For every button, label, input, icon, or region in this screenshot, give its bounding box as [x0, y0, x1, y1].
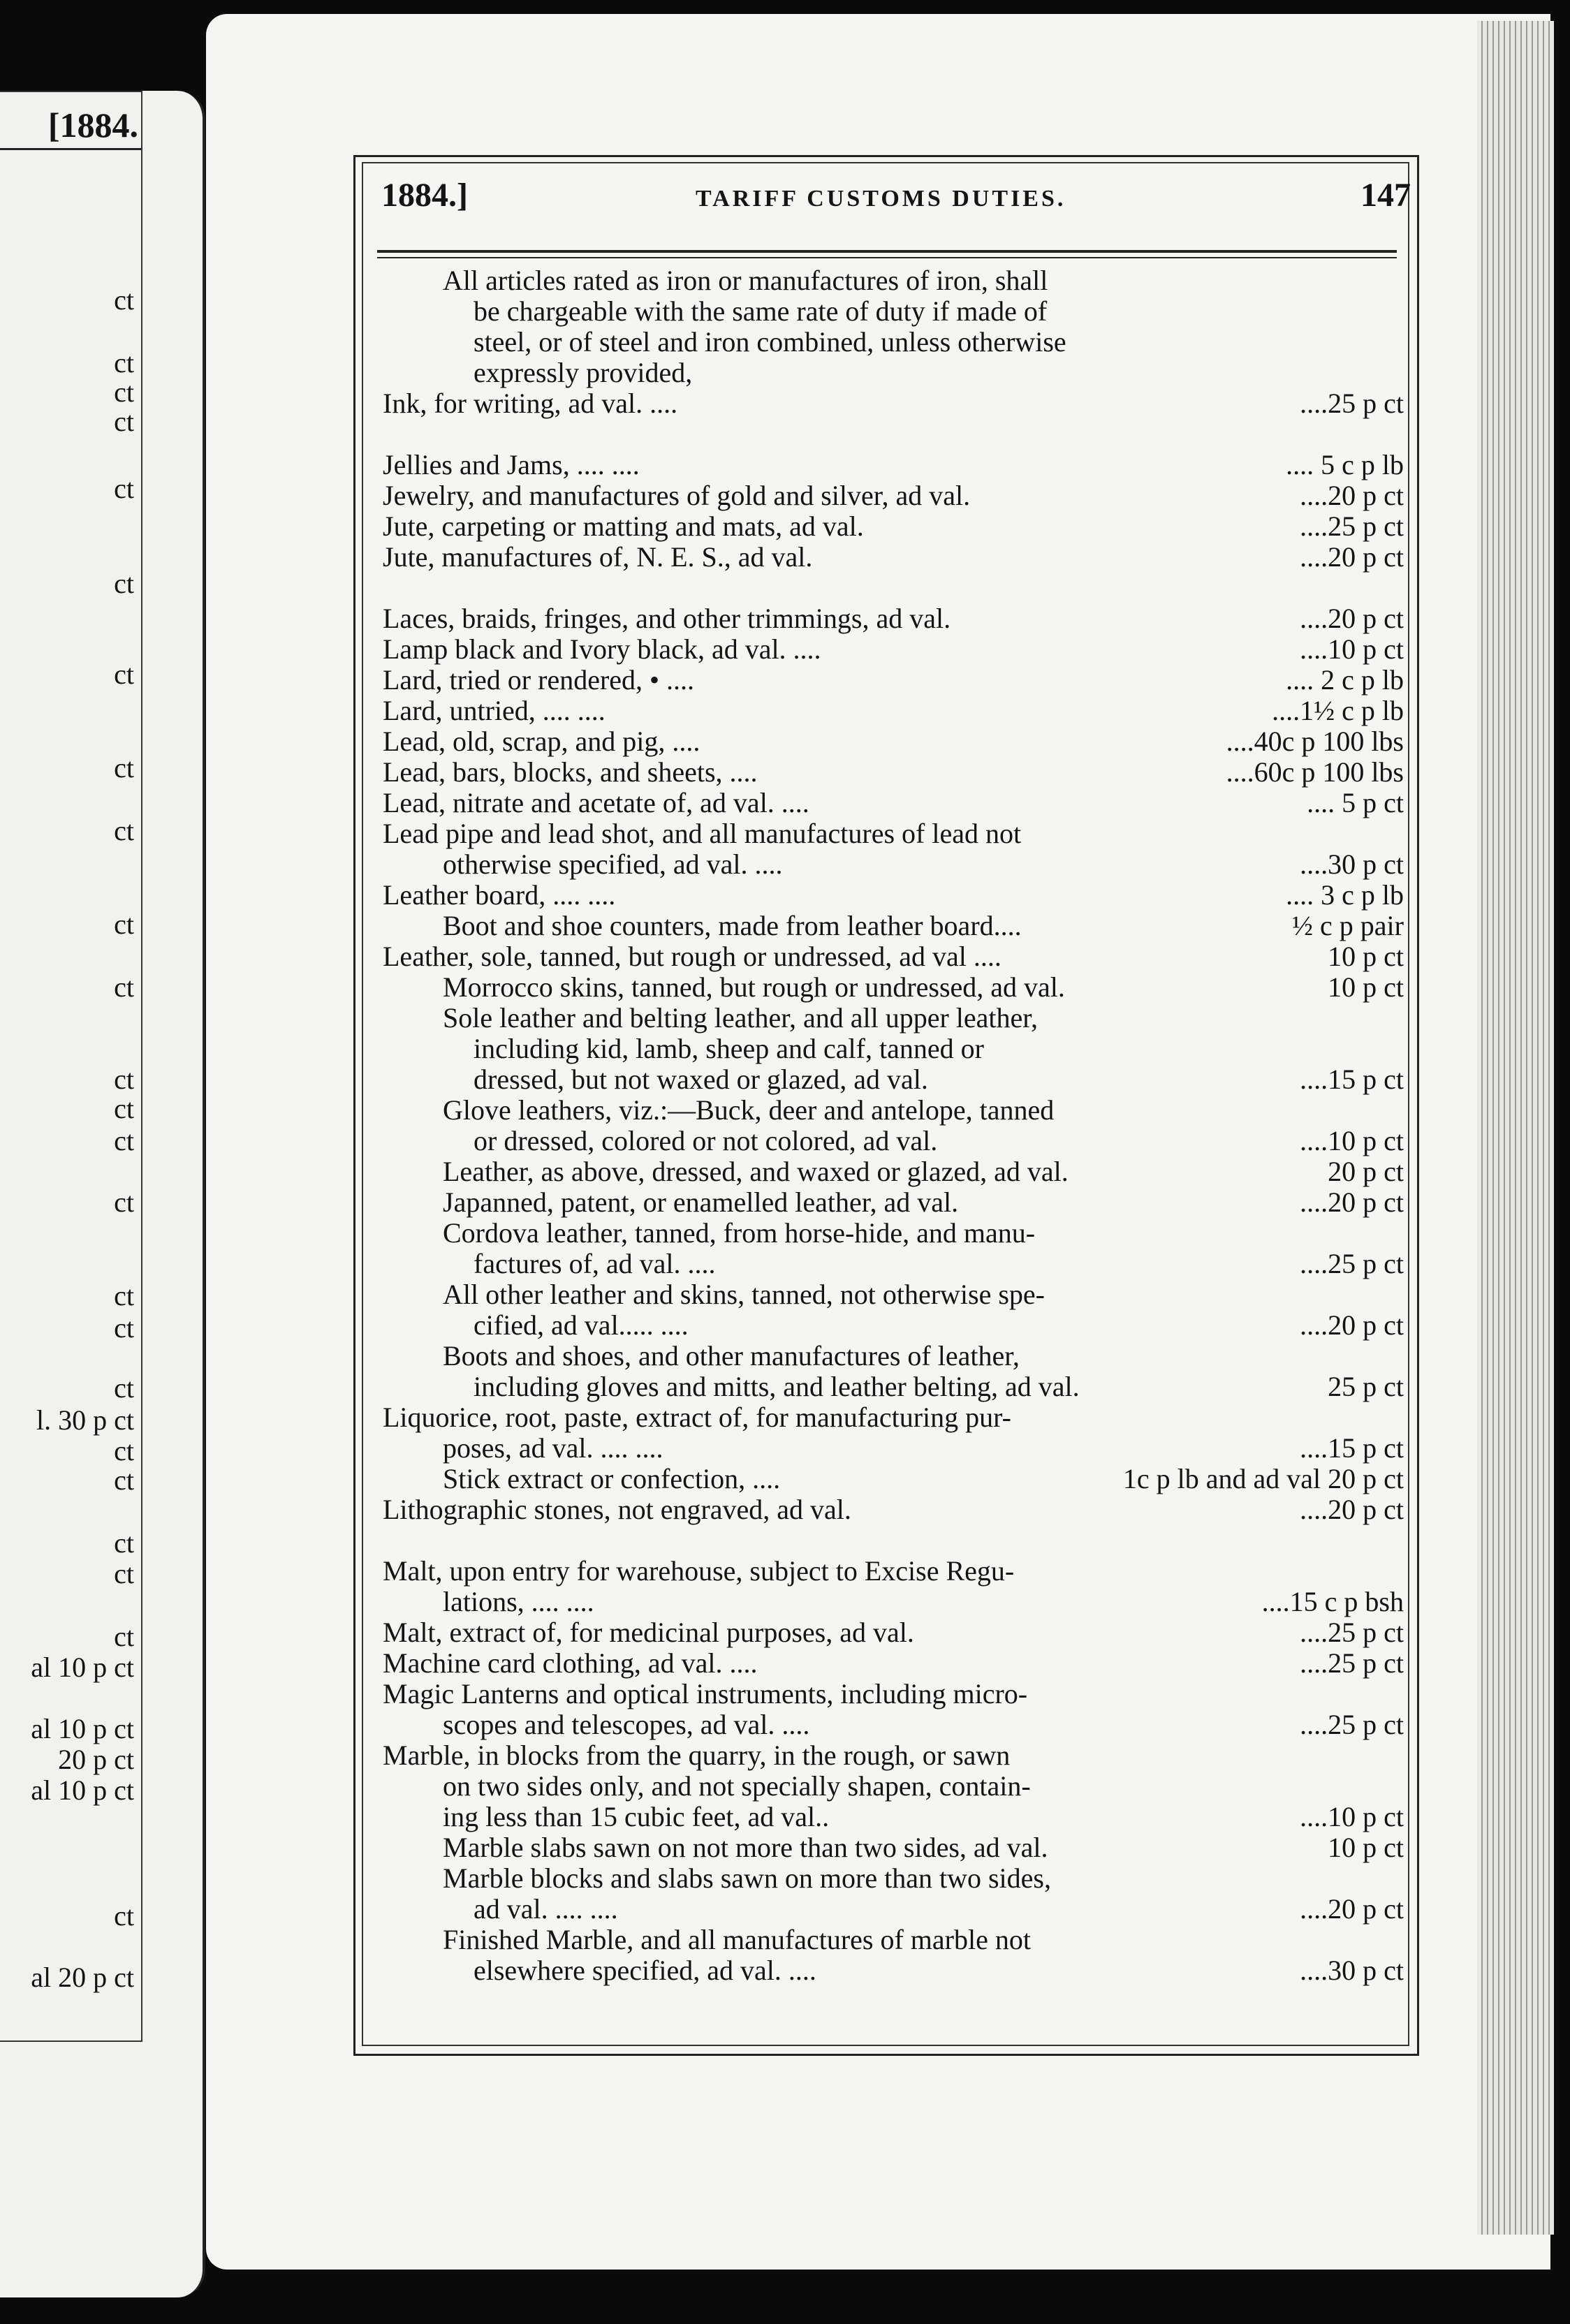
tariff-rate: .... 5 p ct	[1307, 787, 1404, 818]
tariff-item-text: Lithographic stones, not engraved, ad val.	[383, 1494, 851, 1525]
tariff-item-text: Liquorice, root, paste, extract of, for manufacturing pur-	[383, 1402, 1011, 1433]
tariff-item-text: lations, .... ....	[443, 1586, 594, 1617]
left-page-fragment: ct	[114, 1125, 134, 1156]
left-page-fragment: al 10 p ct	[31, 1713, 134, 1744]
tariff-item-text: Marble, in blocks from the quarry, in the rough, or sawn	[383, 1740, 1011, 1771]
left-page-fragment: ct	[114, 347, 134, 378]
left-page-fragment: ct	[114, 1064, 134, 1095]
left-page-fragment: ct	[114, 1435, 134, 1466]
left-page-fragment: ct	[114, 1372, 134, 1404]
tariff-item-text: Lead pipe and lead shot, and all manufactures of lead not	[383, 818, 1022, 849]
tariff-item-text: dressed, but not waxed or glazed, ad val.	[474, 1064, 928, 1095]
page-edges	[1477, 21, 1554, 2235]
left-page-fragment: ct	[114, 1093, 134, 1124]
tariff-line	[383, 1679, 1404, 1709]
tariff-line	[383, 1740, 1404, 1771]
tariff-line	[383, 1894, 1404, 1925]
section-gap	[383, 419, 1404, 450]
left-page-fragment: ct	[114, 473, 134, 504]
tariff-rate: ....15 c p bsh	[1261, 1586, 1404, 1617]
tariff-item-text: otherwise specified, ad val. ....	[443, 848, 783, 880]
tariff-item-text: including kid, lamb, sheep and calf, tanned or	[474, 1033, 984, 1064]
tariff-line	[383, 1218, 1404, 1249]
tariff-entries	[383, 265, 1404, 1986]
tariff-rate: ....20 p ct	[1300, 480, 1404, 511]
left-page-fragment: l. 30 p ct	[36, 1404, 134, 1436]
tariff-line	[383, 1617, 1404, 1648]
tariff-item-text: Sole leather and belting leather, and all upper leather,	[443, 1002, 1038, 1034]
tariff-rate: .... 2 c p lb	[1286, 664, 1404, 696]
tariff-item-text: elsewhere specified, ad val. ....	[474, 1955, 816, 1986]
left-page-fragment: ct	[114, 752, 134, 784]
tariff-item-text: Laces, braids, fringes, and other trimmings, ad val.	[383, 603, 951, 634]
left-page-fragment: ct	[114, 1900, 134, 1932]
page-number: 147	[1360, 177, 1411, 214]
header-rule-thin	[377, 257, 1397, 258]
tariff-item-text: Marble blocks and slabs sawn on more than two sides,	[443, 1862, 1051, 1894]
left-page-fragment: ct	[114, 815, 134, 846]
tariff-rate: ....20 p ct	[1300, 1309, 1404, 1341]
tariff-rate: ....30 p ct	[1300, 1955, 1404, 1986]
tariff-rate: ....1½ c p lb	[1272, 695, 1404, 726]
tariff-line	[383, 1279, 1404, 1310]
tariff-item-text: factures of, ad val. ....	[474, 1248, 716, 1279]
tariff-rate: ....10 p ct	[1300, 1801, 1404, 1832]
tariff-rate: ....25 p ct	[1300, 1617, 1404, 1648]
tariff-rate: .... 3 c p lb	[1286, 879, 1404, 911]
left-page-fragment: al 20 p ct	[31, 1962, 134, 1993]
tariff-line	[383, 1832, 1404, 1863]
tariff-line	[383, 757, 1404, 788]
tariff-rate: ....25 p ct	[1300, 1709, 1404, 1740]
tariff-line	[383, 788, 1404, 818]
tariff-line	[383, 849, 1404, 880]
left-page-fragment: ct	[114, 659, 134, 690]
left-page-fragment: al 10 p ct	[31, 1652, 134, 1683]
left-page-fragment: ct	[114, 568, 134, 599]
header-year: 1884.]	[381, 177, 468, 214]
tariff-line	[383, 1156, 1404, 1187]
tariff-item-text: expressly provided,	[474, 357, 693, 388]
tariff-rate: ....15 p ct	[1300, 1064, 1404, 1095]
tariff-rate: ....20 p ct	[1300, 1186, 1404, 1218]
tariff-line	[383, 1034, 1404, 1064]
tariff-line	[383, 1494, 1404, 1525]
tariff-line	[383, 726, 1404, 757]
tariff-line	[383, 1464, 1404, 1494]
tariff-item-text: Japanned, patent, or enamelled leather, ad val.	[443, 1186, 959, 1218]
tariff-line	[383, 327, 1404, 358]
tariff-item-text: Cordova leather, tanned, from horse-hide, and manu-	[443, 1217, 1036, 1249]
tariff-item-text: ad val. .... ....	[474, 1893, 618, 1925]
tariff-rate: ....10 p ct	[1300, 633, 1404, 665]
left-page-header: [1884.	[47, 105, 138, 145]
tariff-item-text: steel, or of steel and iron combined, unless otherwise	[474, 326, 1066, 358]
tariff-item-text: Boot and shoe counters, made from leather board....	[443, 910, 1022, 941]
left-page-fragment: ct	[114, 909, 134, 940]
header-title: TARIFF CUSTOMS DUTIES.	[696, 186, 1066, 212]
tariff-item-text: Lard, untried, .... ....	[383, 695, 606, 726]
tariff-line	[383, 1925, 1404, 1955]
left-page-fragment: ct	[114, 284, 134, 316]
section-gap	[383, 1525, 1404, 1556]
left-page-rule	[0, 148, 141, 150]
left-page-fragment: ct	[114, 1621, 134, 1652]
tariff-line	[383, 1371, 1404, 1402]
tariff-item-text: Glove leathers, viz.:—Buck, deer and antelope, tanned	[443, 1094, 1055, 1126]
tariff-item-text: Ink, for writing, ad val. ....	[383, 388, 678, 419]
left-page-fragment: ct	[114, 376, 134, 408]
tariff-item-text: Leather, as above, dressed, and waxed or glazed, ad val.	[443, 1156, 1069, 1187]
tariff-item-text: Lard, tried or rendered, • ....	[383, 664, 695, 696]
tariff-item-text: on two sides only, and not specially shapen, contain-	[443, 1770, 1031, 1802]
tariff-line	[383, 358, 1404, 388]
tariff-item-text: poses, ad val. .... ....	[443, 1432, 663, 1464]
tariff-item-text: All articles rated as iron or manufactures of iron, shall	[443, 265, 1048, 296]
tariff-rate: ....30 p ct	[1300, 848, 1404, 880]
tariff-line	[383, 296, 1404, 327]
tariff-line	[383, 1802, 1404, 1832]
tariff-item-text: Machine card clothing, ad val. ....	[383, 1647, 758, 1679]
section-gap	[383, 573, 1404, 603]
tariff-line	[383, 1771, 1404, 1802]
tariff-line	[383, 1003, 1404, 1034]
tariff-rate: 20 p ct	[1328, 1156, 1404, 1187]
tariff-line	[383, 511, 1404, 542]
tariff-rate: 25 p ct	[1328, 1371, 1404, 1402]
tariff-line	[383, 388, 1404, 419]
left-page-fragment: ct	[114, 971, 134, 1003]
tariff-item-text: Jute, manufactures of, N. E. S., ad val.	[383, 541, 813, 573]
tariff-item-text: All other leather and skins, tanned, not otherwise spe-	[443, 1279, 1045, 1310]
tariff-rate: ½ c p pair	[1292, 910, 1404, 941]
tariff-item-text: Jellies and Jams, .... ....	[383, 449, 640, 480]
tariff-item-text: Marble slabs sawn on not more than two sides, ad val.	[443, 1832, 1048, 1863]
tariff-line	[383, 696, 1404, 726]
tariff-item-text: Lead, bars, blocks, and sheets, ....	[383, 756, 758, 788]
tariff-item-text: be chargeable with the same rate of duty if made of	[474, 295, 1048, 327]
tariff-rate: ....20 p ct	[1300, 603, 1404, 634]
tariff-item-text: Finished Marble, and all manufactures of marble not	[443, 1924, 1031, 1955]
tariff-line	[383, 1556, 1404, 1587]
tariff-item-text: Leather, sole, tanned, but rough or undressed, ad val ....	[383, 941, 1002, 972]
tariff-line	[383, 1709, 1404, 1740]
tariff-line	[383, 265, 1404, 296]
tariff-line	[383, 1341, 1404, 1371]
tariff-item-text: including gloves and mitts, and leather belting, ad val.	[474, 1371, 1080, 1402]
tariff-rate: ....60c p 100 lbs	[1226, 756, 1404, 788]
tariff-item-text: Lamp black and Ivory black, ad val. ....	[383, 633, 821, 665]
tariff-line	[383, 1587, 1404, 1617]
tariff-line	[383, 1064, 1404, 1095]
tariff-line	[383, 450, 1404, 480]
tariff-line	[383, 603, 1404, 634]
tariff-rate: .... 5 c p lb	[1286, 449, 1404, 480]
left-page-fragment: ct	[114, 1464, 134, 1496]
tariff-item-text: Lead, old, scrap, and pig, ....	[383, 726, 700, 757]
tariff-item-text: scopes and telescopes, ad val. ....	[443, 1709, 810, 1740]
tariff-rate: ....25 p ct	[1300, 1647, 1404, 1679]
tariff-item-text: Malt, extract of, for medicinal purposes, ad val.	[383, 1617, 914, 1648]
left-page-fragment: ct	[114, 406, 134, 437]
tariff-line	[383, 1648, 1404, 1679]
left-page-fragment: ct	[114, 1186, 134, 1218]
tariff-rate: ....25 p ct	[1300, 388, 1404, 419]
tariff-item-text: cified, ad val..... ....	[474, 1309, 689, 1341]
tariff-line	[383, 1095, 1404, 1126]
tariff-line	[383, 1126, 1404, 1156]
tariff-item-text: Magic Lanterns and optical instruments, including micro-	[383, 1678, 1028, 1709]
tariff-item-text: Malt, upon entry for warehouse, subject to Excise Regu-	[383, 1555, 1015, 1587]
tariff-line	[383, 972, 1404, 1003]
tariff-rate: ....20 p ct	[1300, 1494, 1404, 1525]
tariff-rate: ....25 p ct	[1300, 1248, 1404, 1279]
tariff-rate: ....40c p 100 lbs	[1226, 726, 1404, 757]
left-page-fragment: ct	[114, 1280, 134, 1311]
tariff-line	[383, 818, 1404, 849]
tariff-line	[383, 480, 1404, 511]
left-page-fragment: ct	[114, 1558, 134, 1589]
tariff-item-text: Boots and shoes, and other manufactures of leather,	[443, 1340, 1020, 1371]
left-page-fragment: ct	[114, 1312, 134, 1344]
tariff-line	[383, 1402, 1404, 1433]
tariff-line	[383, 1433, 1404, 1464]
tariff-rate: ....25 p ct	[1300, 510, 1404, 542]
tariff-item-text: or dressed, colored or not colored, ad val.	[474, 1125, 938, 1156]
tariff-rate: 10 p ct	[1328, 941, 1404, 972]
tariff-line	[383, 634, 1404, 665]
tariff-rate: ....10 p ct	[1300, 1125, 1404, 1156]
tariff-rate: 10 p ct	[1328, 1832, 1404, 1863]
tariff-rate: ....20 p ct	[1300, 541, 1404, 573]
left-page-fragment: 20 p ct	[58, 1744, 134, 1775]
tariff-line	[383, 1863, 1404, 1894]
tariff-line	[383, 911, 1404, 941]
tariff-item-text: Jute, carpeting or matting and mats, ad val.	[383, 510, 864, 542]
tariff-line	[383, 880, 1404, 911]
tariff-item-text: ing less than 15 cubic feet, ad val..	[443, 1801, 830, 1832]
header-rule	[377, 250, 1397, 253]
tariff-line	[383, 1310, 1404, 1341]
tariff-rate: 10 p ct	[1328, 971, 1404, 1003]
tariff-line	[383, 941, 1404, 972]
tariff-item-text: Lead, nitrate and acetate of, ad val. ....	[383, 787, 809, 818]
tariff-rate: ....20 p ct	[1300, 1893, 1404, 1925]
tariff-rate: 1c p lb and ad val 20 p ct	[1122, 1463, 1404, 1494]
tariff-rate: ....15 p ct	[1300, 1432, 1404, 1464]
tariff-line	[383, 1955, 1404, 1986]
tariff-item-text: Jewelry, and manufactures of gold and silver, ad val.	[383, 480, 971, 511]
tariff-line	[383, 1187, 1404, 1218]
tariff-item-text: Stick extract or confection, ....	[443, 1463, 781, 1494]
tariff-item-text: Leather board, .... ....	[383, 879, 616, 911]
left-page-fragment: al 10 p ct	[31, 1774, 134, 1806]
left-page-fragment: ct	[114, 1527, 134, 1559]
tariff-line	[383, 1249, 1404, 1279]
tariff-line	[383, 542, 1404, 573]
tariff-line	[383, 665, 1404, 696]
tariff-item-text: Morrocco skins, tanned, but rough or undressed, ad val.	[443, 971, 1065, 1003]
